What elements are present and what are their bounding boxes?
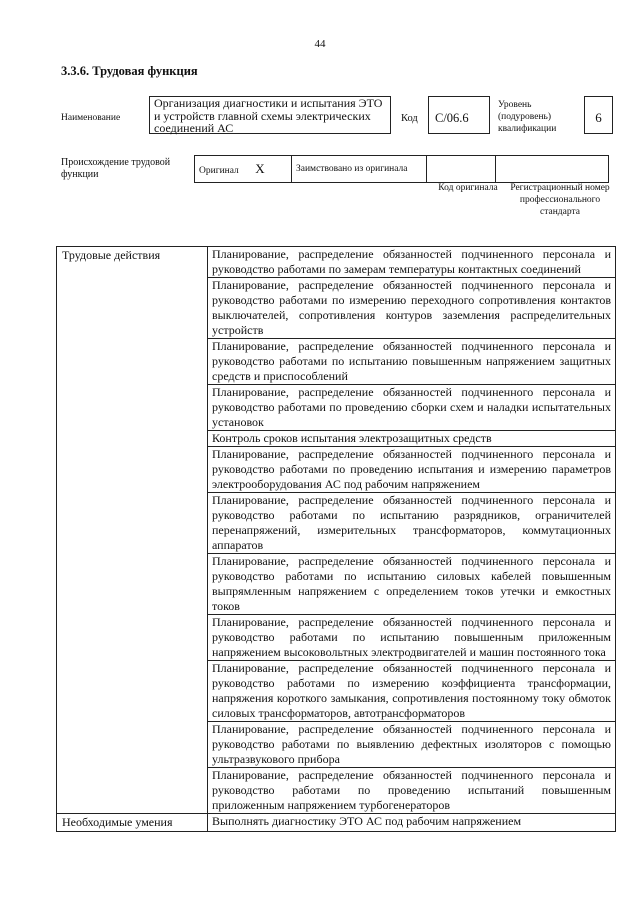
reg-caption: Регистрационный номер профессионального стандарта (510, 183, 610, 217)
skill-row-text: Выполнять диагностику ЭТО АС под рабочим напряжением (208, 814, 616, 832)
page-number: 44 (314, 38, 326, 50)
original-code-cell (427, 156, 496, 183)
labor-action-row-text: Контроль сроков испытания электрозащитных средств (208, 431, 616, 447)
labor-function-table (56, 246, 616, 832)
code-caption: Код оригинала (438, 183, 498, 193)
original-label: Оригинал (199, 166, 239, 176)
labor-action-row-text: Планирование, распределение обязанностей подчиненного персонала и руководство работами по измерению переходного сопротивления контактов выключателей, сопротивления контуров заземления распределительных устройств (208, 278, 616, 339)
level-value: 6 (584, 96, 613, 134)
labor-action-row (57, 247, 616, 278)
code-label: Код (401, 113, 418, 124)
labor-action-row-text: Планирование, распределение обязанностей подчиненного персонала и руководство работами по испытанию силовых кабелей повышенным выпрямленным напряжением с определением токов утечки и емкостных токов (208, 554, 616, 615)
section-title: 3.3.6. Трудовая функция (61, 64, 198, 78)
skill-row-label: Необходимые умения (57, 814, 208, 832)
code-value: C/06.6 (428, 96, 490, 134)
labor-action-row-text: Планирование, распределение обязанностей подчиненного персонала и руководство работами по испытанию повышенным приложенным напряжением высоковольтных электродвигателей и машин постоянного тока (208, 615, 616, 661)
original-mark: X (255, 161, 265, 176)
labor-action-row-text: Планирование, распределение обязанностей подчиненного персонала и руководство работами по проведению испытания и измерению параметров электрооборудования АС под рабочим напряжением (208, 447, 616, 493)
labor-action-row-label: Трудовые действия (57, 247, 208, 814)
labor-action-row-text: Планирование, распределение обязанностей подчиненного персонала и руководство работами по испытанию повышенным напряжением защитных средств и приспособлений (208, 339, 616, 385)
labor-action-row-text: Планирование, распределение обязанностей подчиненного персонала и руководство работами по испытанию разрядников, ограничителей перенапряжений, измерительных трансформаторов, коммутационных аппаратов (208, 493, 616, 554)
name-label: Наименование (61, 113, 121, 123)
labor-action-row-text: Планирование, распределение обязанностей подчиненного персонала и руководство работами по измерению коэффициента трансформации, напряжения короткого замыкания, сопротивления постоянному току обмоток силовых трансформаторов, автотрансформаторов (208, 661, 616, 722)
borrowed-label: Заимствовано из оригинала (292, 156, 427, 183)
labor-action-row-text: Планирование, распределение обязанностей подчиненного персонала и руководство работами по проведению испытаний повышенным приложенным напряжением турбогенераторов (208, 768, 616, 814)
origin-label: Происхождение трудовой функции (61, 157, 171, 180)
original-cell (195, 156, 292, 183)
labor-action-row-text: Планирование, распределение обязанностей подчиненного персонала и руководство работами по проведению сборки схем и наладки испытательных установок (208, 385, 616, 431)
skill-row (57, 814, 616, 832)
level-label: Уровень (подуровень) квалификации (498, 100, 557, 134)
labor-action-row-text: Планирование, распределение обязанностей подчиненного персонала и руководство работами по выявлению дефектных изоляторов с помощью ультразвукового прибора (208, 722, 616, 768)
origin-table (194, 155, 609, 183)
name-value: Организация диагностики и испытания ЭТО и устройств главной схемы электрических соединений АС (149, 96, 391, 134)
labor-action-row-text: Планирование, распределение обязанностей подчиненного персонала и руководство работами по замерам температуры контактных соединений (208, 247, 616, 278)
reg-number-cell (496, 156, 609, 183)
